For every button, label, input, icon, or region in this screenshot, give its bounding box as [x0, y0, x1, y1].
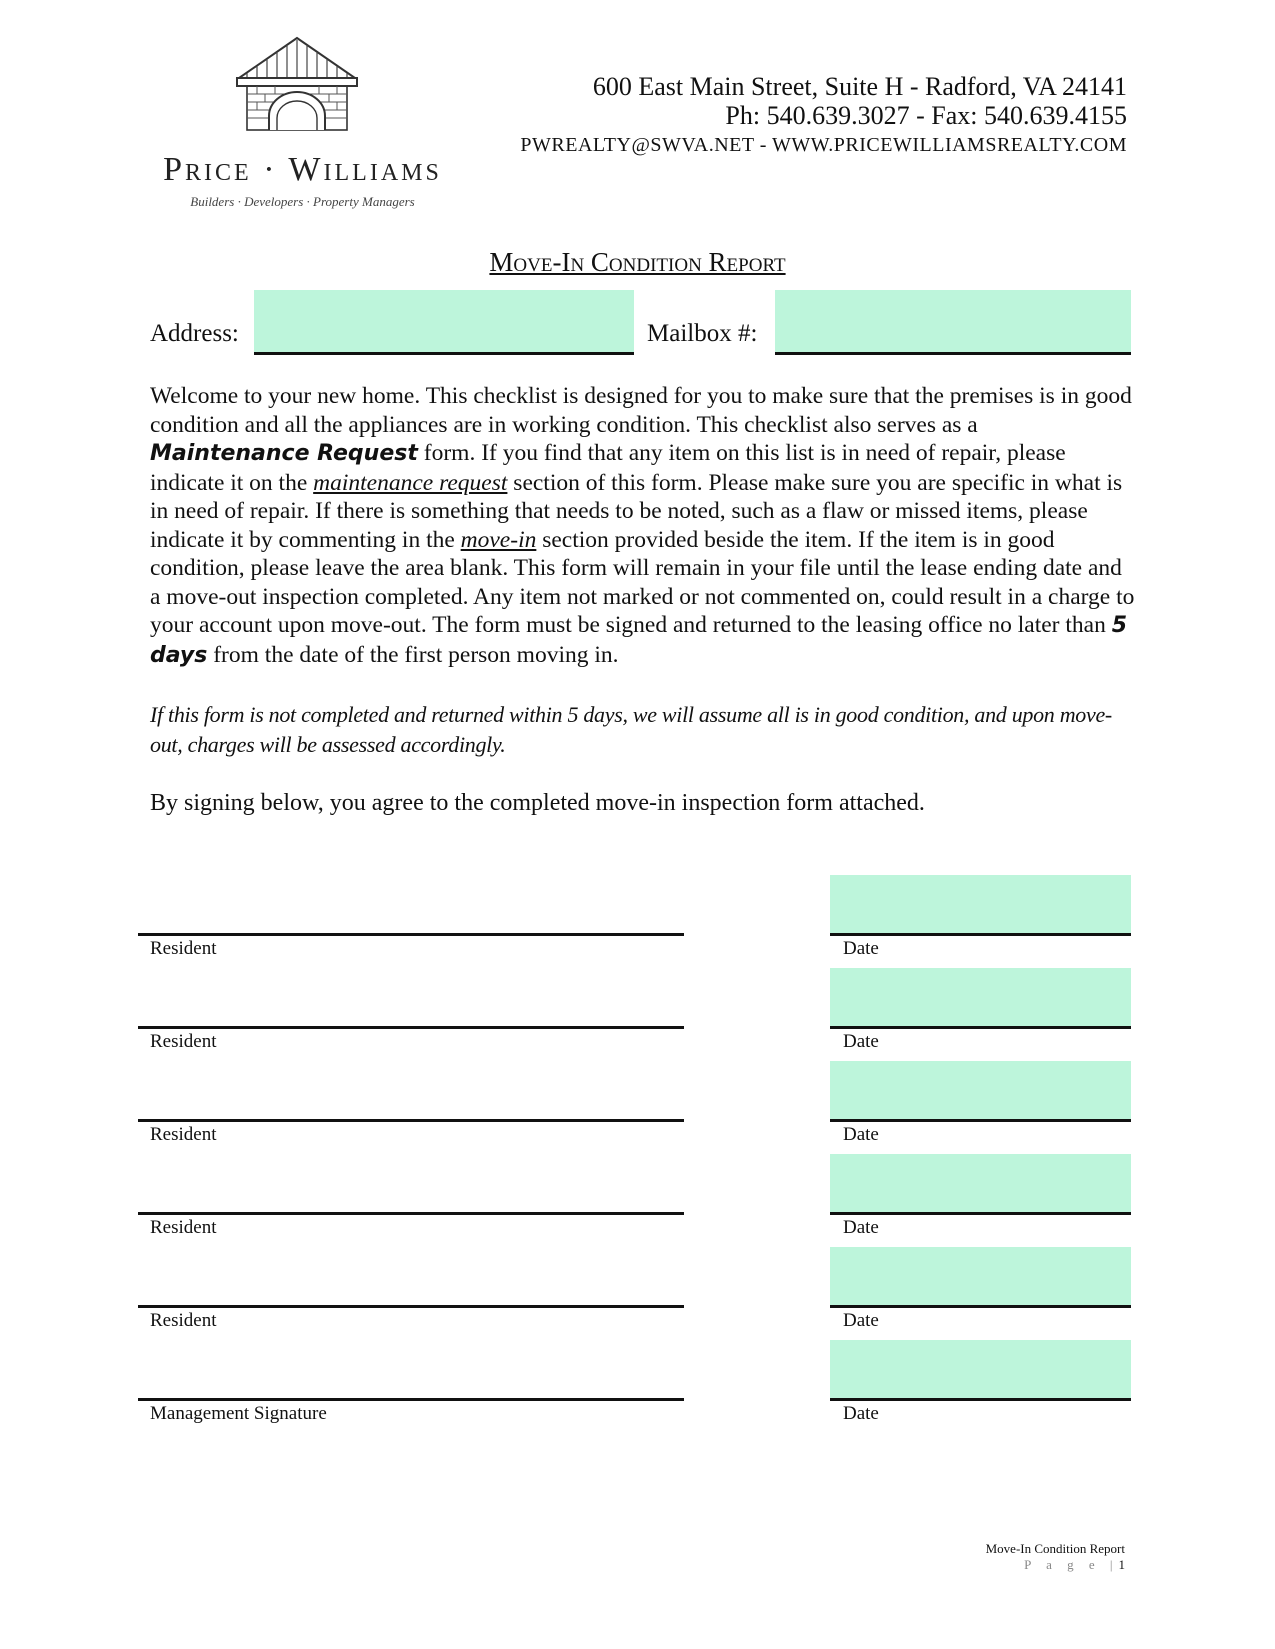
resident-signature-line-2[interactable] [138, 1026, 684, 1029]
resident-signature-line-5[interactable] [138, 1305, 684, 1308]
date-label-3: Date [843, 1124, 879, 1145]
intro-text-3: section of this form. Please make sure you are specific in what is in need of repair. If there is something that needs to be noted, such as a flaw or missed items, please indicate it by commenting in the [150, 469, 1123, 553]
signature-label-5: Resident [150, 1310, 217, 1331]
signature-label-3: Resident [150, 1124, 217, 1145]
footer-page-label: P a g e | [1024, 1557, 1119, 1572]
date-field-3[interactable] [830, 1061, 1131, 1122]
building-logo-icon [235, 36, 359, 136]
date-label-5: Date [843, 1310, 879, 1331]
completion-notice: If this form is not completed and returned within 5 days, we will assume all is in good condition, and upon move-out, charges will be assessed accordingly. [150, 702, 1112, 757]
date-label-2: Date [843, 1031, 879, 1052]
address-field[interactable] [254, 290, 634, 355]
mailbox-field[interactable] [775, 290, 1131, 355]
maintenance-request-reference: maintenance request [313, 469, 508, 496]
date-field-6[interactable] [830, 1340, 1131, 1401]
date-field-2[interactable] [830, 968, 1131, 1029]
five-days-emphasis: 5 days [150, 613, 1128, 668]
date-field-1[interactable] [830, 875, 1131, 936]
agreement-statement: By signing below, you agree to the completed move-in inspection form attached. [150, 790, 925, 816]
company-email-website: PWREALTY@SWVA.NET - WWW.PRICEWILLIAMSREALTY.COM [520, 134, 1127, 156]
signature-label-1: Resident [150, 938, 217, 959]
date-label-4: Date [843, 1217, 879, 1238]
mailbox-label: Mailbox #: [647, 320, 758, 347]
management-signature-line[interactable] [138, 1398, 684, 1401]
resident-signature-line-1[interactable] [138, 933, 684, 936]
resident-signature-line-4[interactable] [138, 1212, 684, 1215]
footer-document-name: Move-In Condition Report [985, 1541, 1125, 1556]
intro-paragraph [150, 382, 1135, 670]
company-address: 600 East Main Street, Suite H - Radford, VA 24141 [592, 72, 1127, 101]
move-in-reference: move-in [460, 526, 537, 553]
signature-label-2: Resident [150, 1031, 217, 1052]
intro-text-4: section provided beside the item. If the item is in good condition, please leave the area blank. This form will remain in your file until the lease ending date and a move-out inspection completed. Any item not marked or not commented on, could result in a charge to your account upon move-out. The form must be signed and returned to the leasing office no later than [150, 526, 1135, 638]
intro-text-5: from the date of the first person moving in. [207, 641, 619, 668]
maintenance-request-emphasis: Maintenance Request [150, 441, 418, 466]
resident-signature-line-3[interactable] [138, 1119, 684, 1122]
intro-text-2: form. If you find that any item on this list is in need of repair, please indicate it on the [150, 440, 1066, 496]
page-number: 1 [1118, 1557, 1125, 1572]
company-logo [150, 36, 460, 216]
page-title: Move-In Condition Report [489, 247, 786, 277]
footer-page-number [1024, 1557, 1125, 1573]
date-field-5[interactable] [830, 1247, 1131, 1308]
signature-label-6: Management Signature [150, 1403, 327, 1424]
company-name: Price · Williams [163, 151, 442, 188]
date-label-1: Date [843, 938, 879, 959]
date-field-4[interactable] [830, 1154, 1131, 1215]
signature-label-4: Resident [150, 1217, 217, 1238]
date-label-6: Date [843, 1403, 879, 1424]
address-label: Address: [150, 320, 239, 347]
company-phone-fax: Ph: 540.639.3027 - Fax: 540.639.4155 [725, 101, 1127, 130]
company-tagline: Builders · Developers · Property Managers [190, 194, 415, 209]
intro-text-1: Welcome to your new home. This checklist is designed for you to make sure that the premises is in good condition and all the appliances are in working condition. This checklist also serves as a [150, 383, 1132, 438]
